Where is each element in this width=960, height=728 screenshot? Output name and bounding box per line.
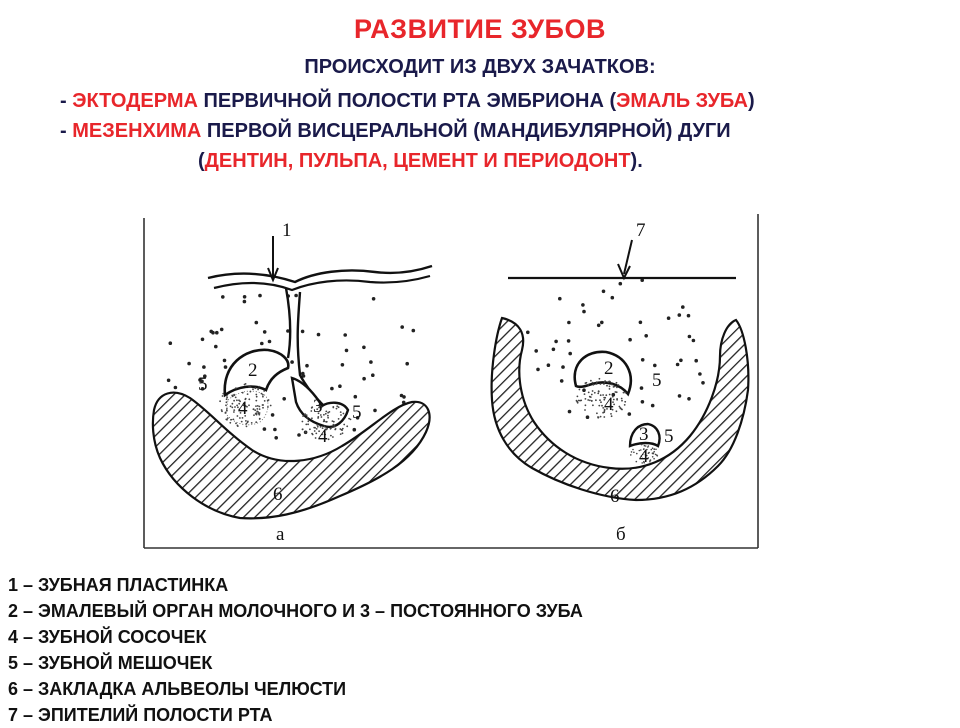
legend [8,572,583,728]
legend-item: 5 – ЗУБНОЙ МЕШОЧЕК [8,653,213,673]
mesenchyme-line [60,120,731,143]
label-3: 3 [313,396,323,417]
label-4: 4 [604,394,614,415]
paren-open: ( [198,150,205,172]
derivatives-line [198,150,643,173]
paren-close: ) [747,90,755,112]
legend-item: 7 – ЭПИТЕЛИЙ ПОЛОСТИ РТА [8,705,273,725]
dash: - [60,90,73,112]
label-6: 6 [610,486,620,507]
label-2: 2 [248,360,258,381]
label-5: 5 [664,426,674,447]
label-3: 3 [639,424,649,445]
label-5: 5 [198,374,208,395]
legend-item: 1 – ЗУБНАЯ ПЛАСТИНКА [8,575,229,595]
page-title: РАЗВИТИЕ ЗУБОВ [354,14,606,44]
label-4: 4 [639,446,649,467]
legend-item: 2 – ЭМАЛЕВЫЙ ОРГАН МОЛОЧНОГО И 3 – ПОСТОЯННОГО ЗУБА [8,601,583,621]
mesenchyme-dots [526,278,705,419]
paren-close: ). [630,150,643,172]
label-7: 7 [636,220,646,241]
legend-item: 6 – ЗАКЛАДКА АЛЬВЕОЛЫ ЧЕЛЮСТИ [8,679,347,699]
intro-line: ПРОИСХОДИТ ИЗ ДВУХ ЗАЧАТКОВ: [304,56,656,78]
oral-epithelium-inner [214,276,430,290]
label-6: 6 [273,484,283,505]
label-4: 4 [238,398,248,419]
mesenchyme-term: МЕЗЕНХИМА [72,120,202,142]
derivatives-term: ДЕНТИН, ПУЛЬПА, ЦЕМЕНТ И ПЕРИОДОНТ [204,150,631,172]
tooth-development-figure [130,200,780,560]
dash: - [60,120,73,142]
ectoderm-line [60,90,755,113]
label-2: 2 [604,358,614,379]
caption-a: а [276,524,285,545]
label-5: 5 [352,402,362,423]
ectoderm-term: ЭКТОДЕРМА [72,90,198,112]
panel-b [492,220,749,545]
legend-item: 4 – ЗУБНОЙ СОСОЧЕК [8,627,207,647]
caption-b: б [616,524,626,545]
mesenchyme-text: ПЕРВОЙ ВИСЦЕРАЛЬНОЙ (МАНДИБУЛЯРНОЙ) ДУГИ [201,120,731,142]
enamel-organ-deciduous [575,352,631,394]
label-4: 4 [318,426,328,447]
label-1: 1 [282,220,292,241]
ectoderm-text: ПЕРВИЧНОЙ ПОЛОСТИ РТА ЭМБРИОНА ( [197,90,617,112]
oral-epithelium [208,266,432,282]
alveolar-bone-b [492,318,749,500]
label-5: 5 [652,370,662,391]
panel-a [153,220,432,545]
alveolar-bone-a [153,393,430,519]
enamel-term: ЭМАЛЬ ЗУБА [616,90,748,112]
